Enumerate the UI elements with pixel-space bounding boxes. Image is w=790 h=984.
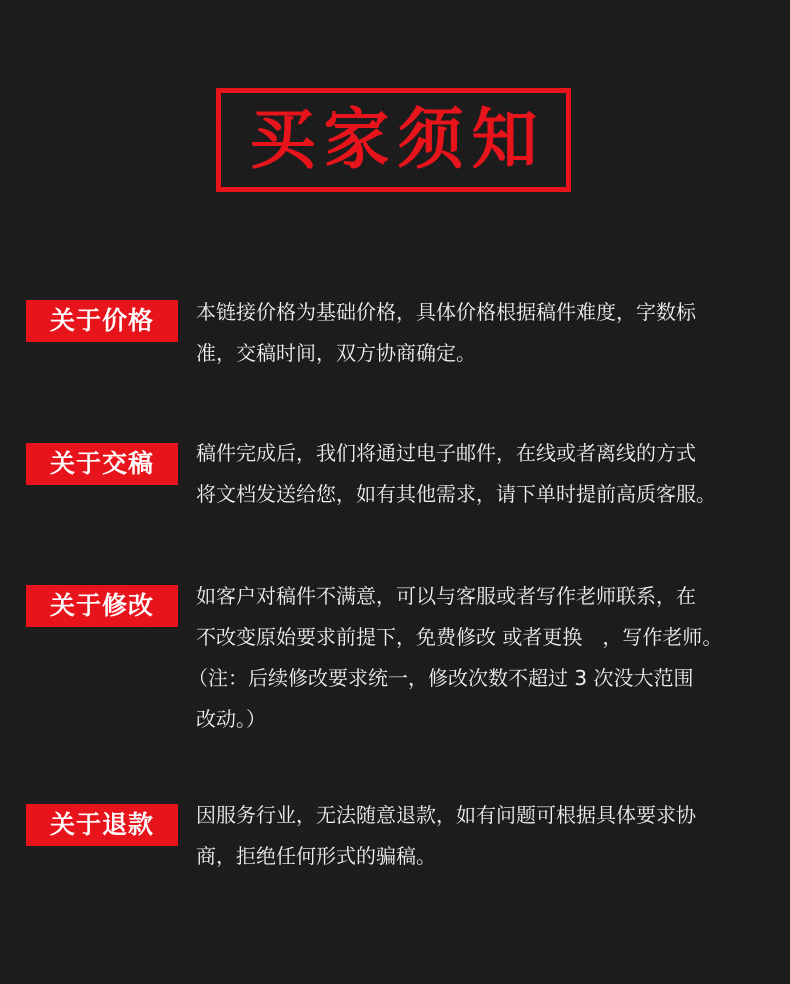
tag-revision: 关于修改 [26,585,178,627]
tag-delivery: 关于交稿 [26,443,178,485]
section-line: 如客户对稿件不满意，可以与客服或者写作老师联系，在 [196,584,696,608]
section-line: 准，交稿时间，双方协商确定。 [196,341,476,365]
tag-refund: 关于退款 [26,804,178,846]
section-line: 本链接价格为基础价格，具体价格根据稿件难度，字数标 [196,300,696,324]
section-pricing-text [196,292,771,374]
title-frame [216,88,571,192]
section-line: 改动。） [196,707,266,731]
page-title: 买家须知 [249,101,546,178]
section-line: 商，拒绝任何形式的骗稿。 [196,844,436,868]
section-delivery-text [196,433,771,515]
section-line: 稿件完成后，我们将通过电子邮件，在线或者离线的方式 [196,441,696,465]
section-line: 因服务行业，无法随意退款，如有问题可根据具体要求协 [196,803,696,827]
revision-note: （注：后续修改要求统一，修改次数不超过 3 次没大范围 [188,666,694,690]
section-line: 将文档发送给您，如有其他需求，请下单时提前高质客服。 [196,482,716,506]
tag-pricing: 关于价格 [26,300,178,342]
section-revision-text [188,576,771,740]
section-refund-text [196,795,771,877]
section-line: 不改变原始要求前提下，免费修改 或者更换 ，写作老师。 [196,625,723,649]
